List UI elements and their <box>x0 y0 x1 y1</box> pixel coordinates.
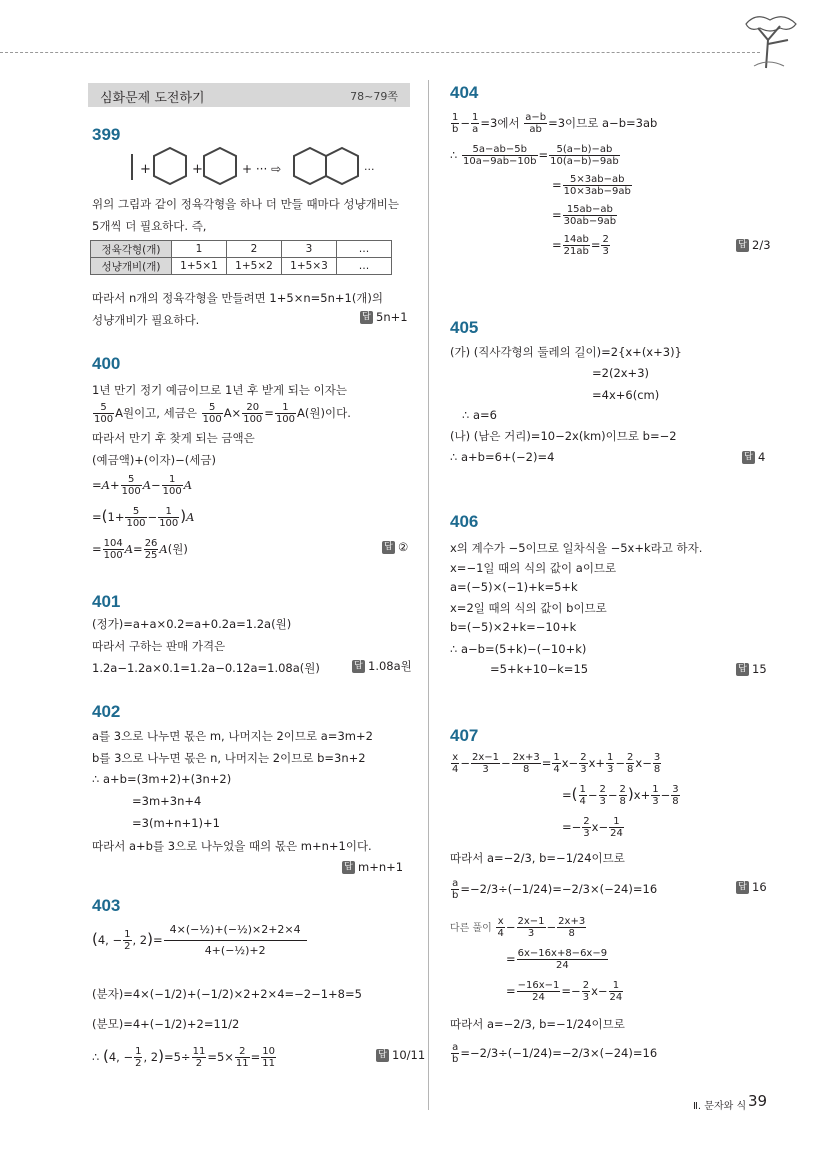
text-line: 따라서 a+b를 3으로 나누었을 때의 몫은 m+n+1이다. <box>92 839 372 853</box>
text-line: a=(−5)×(−1)+k=5+k <box>450 580 578 594</box>
table-row <box>91 241 392 258</box>
math-line: =− $\frac{2}{3}$ x− $\frac{1}{24}$ <box>562 816 623 839</box>
text-line: 1년 만기 정기 예금이므로 1년 후 받게 되는 이자는 <box>92 383 347 397</box>
answer <box>736 662 767 676</box>
text-line: =5+k+10−k=15 <box>490 662 589 676</box>
math-line: =( $\frac{1}{4}$ − $\frac{2}{3}$ − $\frac{2}{8}$ )x+ $\frac{1}{3}$ − $\frac{3}{8}$ <box>562 784 679 807</box>
answer <box>376 1048 425 1062</box>
answer <box>382 540 408 554</box>
text-line: b=(−5)×2+k=−10+k <box>450 620 577 634</box>
answer-value: ② <box>398 540 409 554</box>
problem-number: 401 <box>92 592 121 611</box>
text-line: a를 3으로 나누면 몫은 m, 나머지는 2이므로 a=3m+2 <box>92 729 373 743</box>
text-line: ∴ a+b=6+(−2)=4 <box>450 450 555 464</box>
text-fragment: A(원)이다. <box>297 406 351 420</box>
matchstick-table <box>90 240 392 275</box>
problem-number: 404 <box>450 83 479 102</box>
text-line: =3m+3n+4 <box>132 794 202 808</box>
hexagon-matchstick-figure <box>124 144 384 192</box>
text-fragment: =3이므로 a−b=3ab <box>548 116 658 130</box>
text-line: ∴ a+b=(3m+2)+(3n+2) <box>92 772 232 786</box>
answer <box>352 658 412 674</box>
answer-mark-icon: 답 <box>736 239 749 252</box>
answer-value: 1.08a원 <box>368 659 412 673</box>
text-line: (나) (남은 거리)=10−2x(km)이므로 b=−2 <box>450 429 677 443</box>
table-cell: 1+5×1 <box>172 258 227 275</box>
answer-mark-icon: 답 <box>736 663 749 676</box>
text-line: x=−1일 때의 식의 값이 a이므로 <box>450 561 617 575</box>
answer <box>342 860 403 874</box>
column-divider <box>428 80 429 1110</box>
text-line: b를 3으로 나누면 몫은 n, 나머지는 2이므로 b=3n+2 <box>92 751 366 765</box>
answer-value: 2/3 <box>752 238 771 252</box>
math-line: ∴ (4, − $\frac{1}{2}$ , 2)=5÷ $\frac{11}{2}$ =5× $\frac{2}{11}$ = $\frac{10}{11}$ <box>92 1046 276 1069</box>
text-line: 따라서 n개의 정육각형을 만들려면 1+5×n=5n+1(개)의 <box>92 291 384 305</box>
answer-value: m+n+1 <box>358 860 404 874</box>
math-line: = $\frac{6x-16x+8-6x-9}{24}$ <box>506 948 608 971</box>
problem-number: 399 <box>92 125 121 144</box>
table-cell: … <box>337 241 392 258</box>
math-line: = $\frac{5\times 3ab-ab}{10\times 3ab-9ab}$ <box>552 174 631 197</box>
math-line: $\frac{1}{b}$ − $\frac{1}{a}$ =3에서 $\frac{a-b}{ab}$ =3이므로 a−b=3ab <box>452 112 658 135</box>
math-line: = $\frac{15ab-ab}{30ab-9ab}$ <box>552 204 617 227</box>
answer-mark-icon: 답 <box>736 881 749 894</box>
table-cell: 3 <box>282 241 337 258</box>
text-line: 5개씩 더 필요하다. 즉, <box>92 219 207 233</box>
answer-value: 4 <box>758 450 766 464</box>
text-line: 따라서 a=−2/3, b=−1/24이므로 <box>450 851 625 865</box>
svg-text:+: + <box>192 162 203 177</box>
table-cell: 1 <box>172 241 227 258</box>
tree-decoration-icon <box>736 10 802 70</box>
text-fragment: = <box>264 406 274 420</box>
answer-mark-icon: 답 <box>360 311 373 324</box>
answer <box>360 310 408 324</box>
answer-value: 16 <box>752 880 767 894</box>
answer-mark-icon: 답 <box>742 451 755 464</box>
answer-mark-icon: 답 <box>382 541 395 554</box>
svg-text:+: + <box>140 162 151 177</box>
table-cell: … <box>337 258 392 275</box>
text-line: x의 계수가 −5이므로 일차식을 −5x+k라고 하자. <box>450 541 703 555</box>
answer <box>736 238 771 252</box>
text-line: (가) (직사각형의 둘레의 길이)=2{x+(x+3)} <box>450 345 682 359</box>
answer <box>742 450 765 464</box>
answer-value: 15 <box>752 662 767 676</box>
text-line: 따라서 구하는 판매 가격은 <box>92 639 226 653</box>
problem-number: 402 <box>92 702 121 721</box>
text-line: 따라서 a=−2/3, b=−1/24이므로 <box>450 1017 625 1031</box>
table-header-cell: 정육각형(개) <box>91 241 172 258</box>
math-line: (4, − $\frac{1}{2}$ , 2)= $\frac{\text{4×(−½)+(−½)×2+2×4}}{\text{4+(−½)+2}}$ <box>92 920 308 961</box>
math-line: 다른 풀이 $\frac{x}{4}$ − $\frac{2x-1}{3}$ − $\frac{2x+3}{8}$ <box>450 916 586 939</box>
answer <box>736 880 767 894</box>
text-fragment: 에서 <box>497 116 520 130</box>
page-number: 39 <box>748 1092 768 1110</box>
text-line: x=2일 때의 식의 값이 b이므로 <box>450 601 607 615</box>
section-header <box>88 83 410 107</box>
table-cell: 2 <box>227 241 282 258</box>
section-title: 심화문제 도전하기 <box>100 91 205 106</box>
answer-value: 10/11 <box>392 1048 426 1062</box>
math-line: $\frac{5}{100}$ A원이고, 세금은 $\frac{5}{100}$ A× $\frac{20}{100}$ = $\frac{1}{100}$ A(원)이다. <box>94 402 351 425</box>
table-cell: 1+5×3 <box>282 258 337 275</box>
text-line: (예금액)+(이자)−(세금) <box>92 453 216 467</box>
text-line: 1.2a−1.2a×0.1=1.2a−0.12a=1.08a(원) <box>92 661 320 675</box>
math-line: =A+ $\frac{5}{100}$ A− $\frac{1}{100}$ A <box>92 474 193 497</box>
table-cell: 1+5×2 <box>227 258 282 275</box>
text-line: (분자)=4×(−1/2)+(−1/2)×2+2×4=−2−1+8=5 <box>92 987 362 1001</box>
section-pages: 78~79쪽 <box>350 90 398 103</box>
svg-text:···: ··· <box>364 163 375 176</box>
answer-mark-icon: 답 <box>376 1049 389 1062</box>
answer-value: 5n+1 <box>376 310 408 324</box>
text-line: (정가)=a+a×0.2=a+0.2a=1.2a(원) <box>92 617 292 631</box>
math-line: $\frac{x}{4}$ − $\frac{2x-1}{3}$ − $\frac{2x+3}{8}$ = $\frac{1}{4}$ x− $\frac{2}{3}$ x+ $\frac{1}{3}$ − $\frac{2}{8}$ x− $\frac{3}{8}$ <box>452 752 661 775</box>
chapter-label: Ⅱ. 문자와 식 <box>693 1101 747 1112</box>
problem-number: 407 <box>450 726 479 745</box>
text-fragment: =−2/3÷(−1/24)=−2/3×(−24)=16 <box>460 882 658 896</box>
svg-text:+ ··· ⇨: + ··· ⇨ <box>242 162 282 176</box>
math-line: =(1+ $\frac{5}{100}$ − $\frac{1}{100}$ )A <box>92 506 195 529</box>
text-line: =2(2x+3) <box>592 366 650 380</box>
alternative-solution-label: 다른 풀이 <box>450 923 492 934</box>
top-dashed-rule <box>0 52 760 53</box>
text-line: =3(m+n+1)+1 <box>132 816 220 830</box>
text-line: ∴ a−b=(5+k)−(−10+k) <box>450 642 587 656</box>
problem-number: 406 <box>450 512 479 531</box>
text-fragment: =−2/3÷(−1/24)=−2/3×(−24)=16 <box>460 1046 658 1060</box>
math-line: = $\frac{14ab}{21ab}$ = $\frac{2}{3}$ <box>552 234 609 257</box>
text-fragment: A× <box>223 406 242 420</box>
answer-mark-icon: 답 <box>352 660 365 673</box>
text-line: (분모)=4+(−1/2)+2=11/2 <box>92 1017 240 1031</box>
answer-mark-icon: 답 <box>342 861 355 874</box>
table-row <box>91 258 392 275</box>
math-line: $\frac{a}{b}$ =−2/3÷(−1/24)=−2/3×(−24)=16 <box>452 878 658 901</box>
text-line: 위의 그림과 같이 정육각형을 하나 더 만들 때마다 성냥개비는 <box>92 197 399 211</box>
math-line: = $\frac{104}{100}$ A= $\frac{26}{25}$ A(원) <box>92 538 188 561</box>
problem-number: 405 <box>450 318 479 337</box>
text-line: 따라서 만기 후 찾게 되는 금액은 <box>92 431 255 445</box>
math-line: ∴ $\frac{5a-ab-5b}{10a-9ab-10b}$ = $\frac{5(a-b)-ab}{10(a-b)-9ab}$ <box>450 144 619 167</box>
math-line: $\frac{a}{b}$ =−2/3÷(−1/24)=−2/3×(−24)=16 <box>452 1042 658 1065</box>
text-line: =4x+6(cm) <box>592 388 660 402</box>
text-fragment: A원이고, 세금은 <box>115 406 197 420</box>
text-line: 성냥개비가 필요하다. <box>92 313 200 327</box>
math-line: = $\frac{-16x-1}{24}$ =− $\frac{2}{3}$ x− $\frac{1}{24}$ <box>506 980 623 1003</box>
problem-number: 400 <box>92 354 121 373</box>
text-line: ∴ a=6 <box>462 408 497 422</box>
table-header-cell: 성냥개비(개) <box>91 258 172 275</box>
problem-number: 403 <box>92 896 121 915</box>
